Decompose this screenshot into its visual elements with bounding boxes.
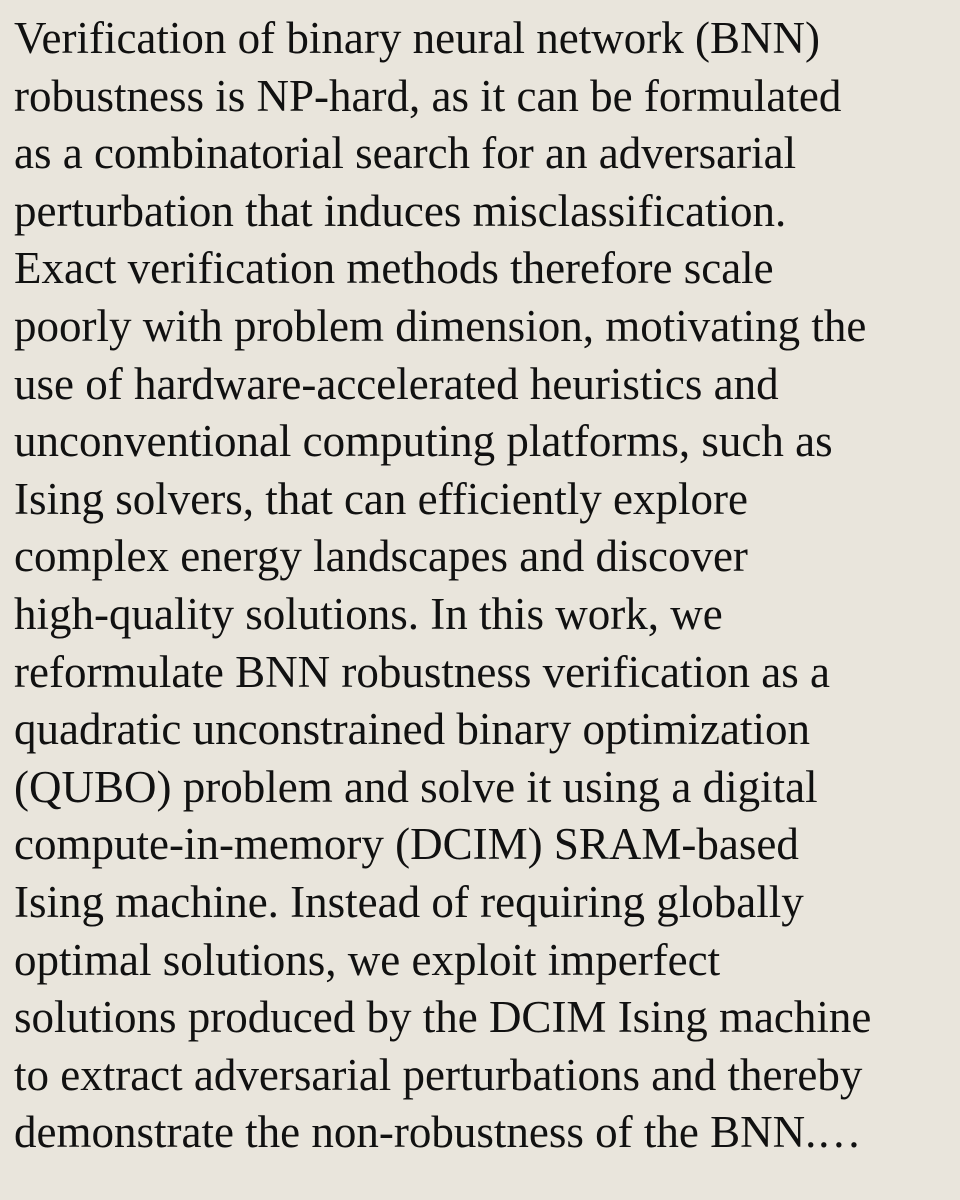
text-line-18: solutions produced by the DCIM Ising machine xyxy=(14,992,872,1043)
text-line-17: optimal solutions, we exploit imperfect xyxy=(14,934,721,985)
text-line-2: robustness is NP-hard, as it can be formulated xyxy=(14,70,842,121)
text-line-20: demonstrate the non-robustness of the BNN.… xyxy=(14,1107,862,1158)
text-line-3: as a combinatorial search for an adversarial xyxy=(14,128,797,179)
text-line-8: unconventional computing platforms, such as xyxy=(14,416,833,467)
text-line-1: Verification of binary neural network (BNN) xyxy=(14,13,820,63)
text-line-15: compute-in-memory (DCIM) SRAM-based xyxy=(14,819,799,870)
text-line-4: perturbation that induces misclassification. xyxy=(14,185,787,236)
text-line-9: Ising solvers, that can efficiently explore xyxy=(14,473,748,524)
text-line-13: quadratic unconstrained binary optimization xyxy=(14,704,811,755)
text-line-10: complex energy landscapes and discover xyxy=(14,531,748,582)
text-line-6: poorly with problem dimension, motivating the xyxy=(14,300,867,351)
text-line-11: high-quality solutions. In this work, we xyxy=(14,588,723,639)
text-line-16: Ising machine. Instead of requiring globally xyxy=(14,876,804,927)
text-line-12: reformulate BNN robustness verification as a xyxy=(14,646,830,697)
text-line-5: Exact verification methods therefore scale xyxy=(14,243,774,294)
text-line-19: to extract adversarial perturbations and thereby xyxy=(14,1049,863,1100)
abstract-text xyxy=(14,10,946,1162)
text-line-14: (QUBO) problem and solve it using a digital xyxy=(14,761,818,812)
text-line-7: use of hardware-accelerated heuristics and xyxy=(14,358,779,409)
